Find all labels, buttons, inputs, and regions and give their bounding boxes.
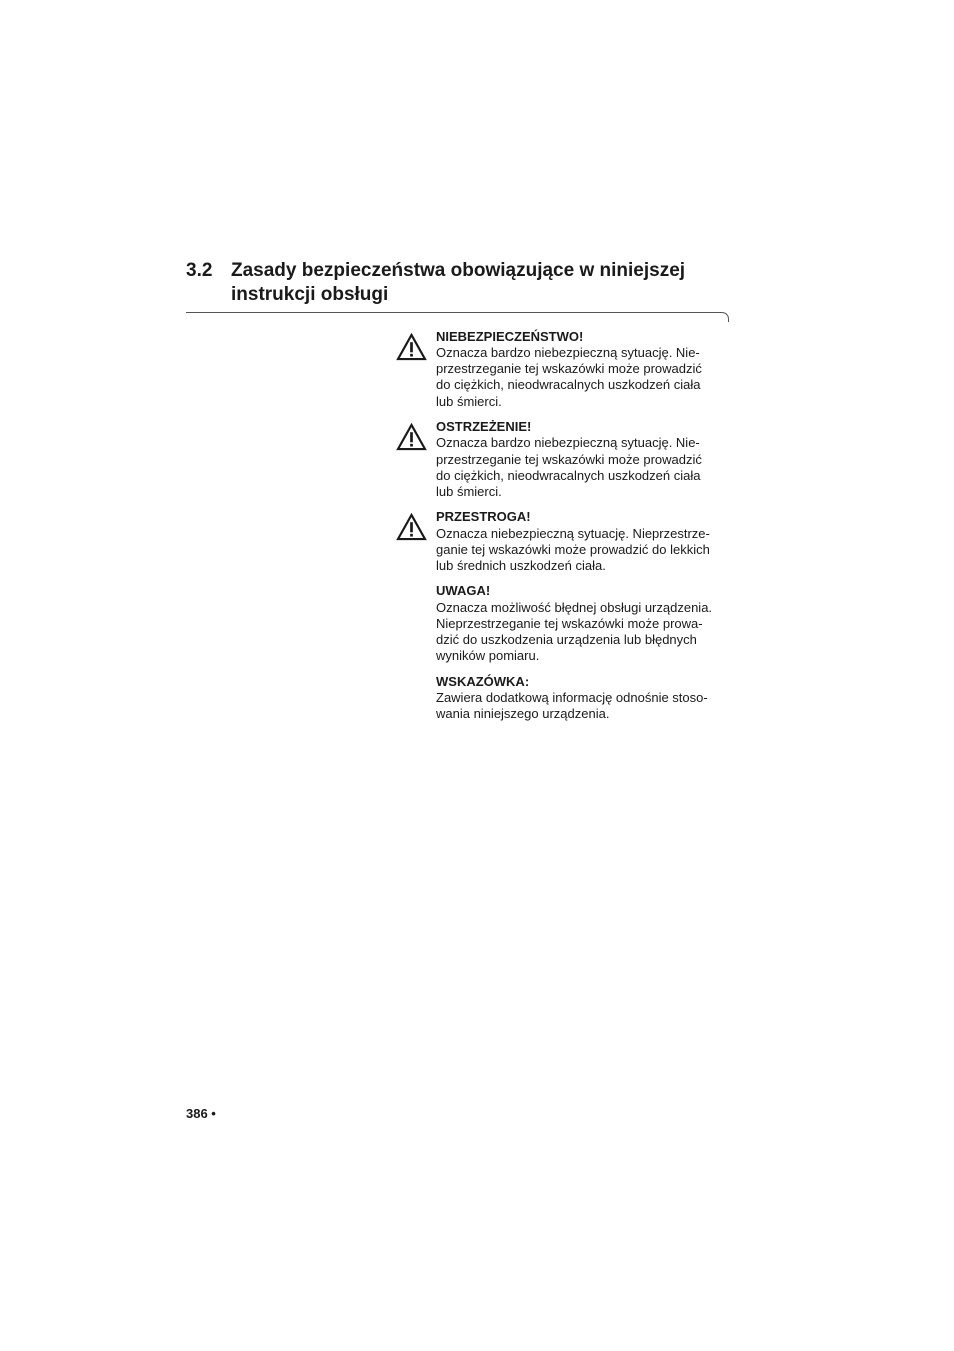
heading-rule-corner xyxy=(721,312,729,322)
notice-warning xyxy=(396,419,736,500)
heading-rule xyxy=(186,312,722,313)
notice-attention xyxy=(396,583,736,664)
safety-notice-list xyxy=(396,328,736,722)
notice-title: OSTRZEŻENIE! xyxy=(436,418,532,434)
page-number: 386 • xyxy=(186,1106,216,1121)
notice-body: Oznacza możliwość błędnej obsługi urządzenia. Nieprzestrzeganie tej wskazówki może prowa- dzić do uszkodzenia urządzenia lub błędnych wyników pomiaru. xyxy=(436,599,713,664)
section-number: 3.2 xyxy=(186,260,213,281)
notice-caution xyxy=(396,509,736,574)
notice-danger xyxy=(396,329,736,410)
warning-triangle-icon xyxy=(396,333,427,361)
section-title: Zasady bezpieczeństwa obowiązujące w niniejszej instrukcji obsługi xyxy=(231,260,686,305)
notice-body: Oznacza niebezpieczną sytuację. Nieprzestrze- ganie tej wskazówki może prowadzić do lekkich lub średnich uszkodzeń ciała. xyxy=(436,525,710,574)
notice-title: NIEBEZPIECZEŃSTWO! xyxy=(436,328,584,344)
notice-body: Oznacza bardzo niebezpieczną sytuację. Nie- przestrzeganie tej wskazówki może prowadzić do ciężkich, nieodwracalnych uszkodzeń ciała lub śmierci. xyxy=(436,345,702,409)
warning-triangle-icon xyxy=(396,513,427,541)
notice-tip xyxy=(396,674,736,723)
notice-title: UWAGA! xyxy=(436,583,491,599)
notice-body: Zawiera dodatkową informację odnośnie stoso- wania niniejszego urządzenia. xyxy=(436,690,708,722)
notice-title: WSKAZÓWKA: xyxy=(436,673,530,689)
section-heading xyxy=(186,259,746,307)
warning-triangle-icon xyxy=(396,423,427,451)
notice-body: Oznacza bardzo niebezpieczną sytuację. Nie- przestrzeganie tej wskazówki może prowadzić do ciężkich, nieodwracalnych uszkodzeń ciała lub śmierci. xyxy=(436,435,702,499)
notice-title: PRZESTROGA! xyxy=(436,509,531,525)
